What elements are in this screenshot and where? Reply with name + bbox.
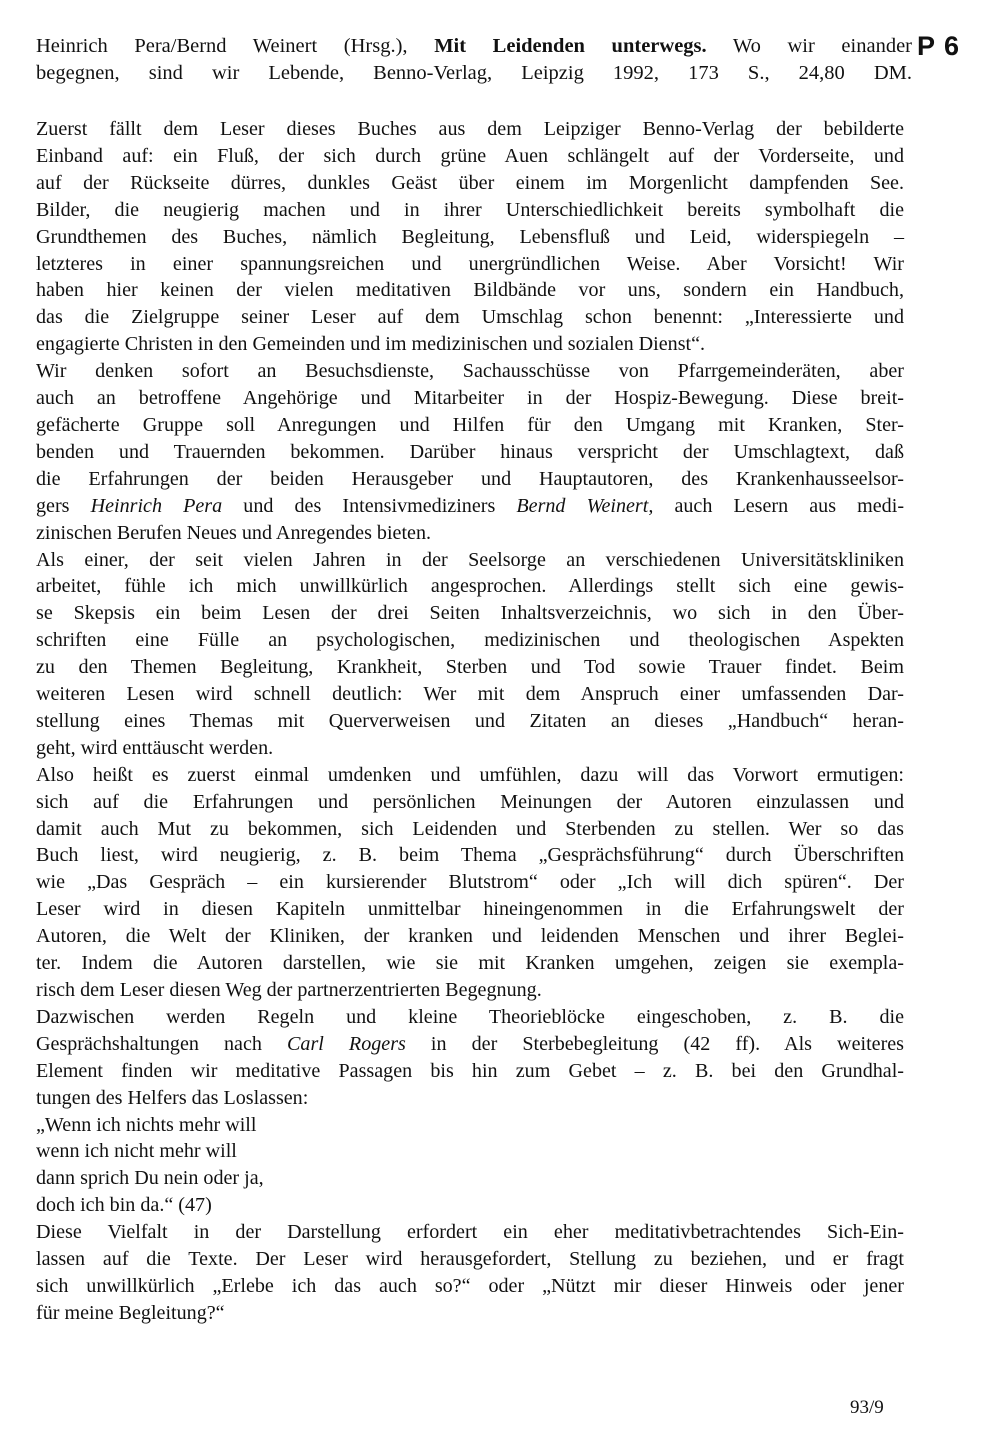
author-name-pera: Heinrich Pera	[90, 494, 223, 517]
poem-line: „Wenn ich nichts mehr will	[36, 1113, 257, 1136]
text-line: Element finden wir meditative Passagen bis hin zum Gebet – z. B. bei den Grundhal-	[36, 1059, 904, 1082]
paragraph-4	[36, 762, 904, 1004]
page-id-label: P 6	[917, 31, 961, 61]
text-line: Wir denken sofort an Besuchsdienste, Sachausschüsse von Pfarrgemeinderäten, aber	[36, 360, 904, 383]
text-line: letzteres in einer spannungsreichen und unergründlichen Weise. Aber Vorsicht! Wir	[36, 252, 904, 275]
text-line: sich auf die Erfahrungen und persönlichen Meinungen der Autoren einzulassen und	[36, 790, 904, 813]
review-body	[36, 116, 904, 1327]
text-line: Autoren, die Welt der Kliniken, der kranken und leidenden Menschen und ihrer Beglei-	[36, 925, 904, 948]
text-line: tungen des Helfers das Loslassen:	[36, 1086, 309, 1109]
text-line: Leser wird in diesen Kapiteln unmittelbar hineingenommen in die Erfahrungswelt der	[36, 898, 904, 921]
text-line: Als einer, der seit vielen Jahren in der Seelsorge an verschiedenen Universitätskliniken	[36, 548, 904, 571]
text-line: sich unwillkürlich „Erlebe ich das auch so?“ oder „Nützt mir dieser Hinweis oder jener	[36, 1274, 904, 1297]
text-line: Einband auf: ein Fluß, der sich durch grüne Auen schlängelt auf der Vorderseite, und	[36, 144, 904, 167]
text-fragment: in der Sterbebegleitung (42 ff). Als weiteres	[405, 1032, 904, 1055]
header-subtitle-part1: Wo wir einander	[732, 35, 912, 57]
paragraph-6	[36, 1219, 904, 1327]
text-line: die Erfahrungen der beiden Herausgeber und Hauptautoren, des Krankenhausseelsor-	[36, 467, 904, 490]
paragraph-3	[36, 547, 904, 762]
poem-line: dann sprich Du nein oder ja,	[36, 1167, 264, 1190]
text-fragment: gers	[36, 494, 91, 517]
text-line: Also heißt es zuerst einmal umdenken und umfühlen, dazu will das Vorwort ermutigen:	[36, 763, 904, 786]
text-fragment: auch Lesern aus medi-	[653, 494, 905, 517]
text-line: geht, wird enttäuscht werden.	[36, 736, 274, 759]
text-line: haben hier keinen der vielen meditativen Bildbände vor uns, sondern ein Handbuch,	[36, 279, 904, 302]
paragraph-1	[36, 116, 904, 358]
text-line: auf der Rückseite dürres, dunkles Geäst über einem im Morgenlicht dampfenden See.	[36, 171, 904, 194]
poem-line: wenn ich nicht mehr will	[36, 1140, 237, 1163]
text-line-with-name	[36, 1031, 904, 1058]
text-line: se Skepsis ein beim Lesen der drei Seiten Inhaltsverzeichnis, wo sich in den Über-	[36, 602, 904, 625]
text-line: stellung eines Themas mit Querverweisen und Zitaten an dieses „Handbuch“ heran-	[36, 709, 904, 732]
text-fragment: Gesprächshaltungen nach	[36, 1032, 287, 1055]
text-line: damit auch Mut zu bekommen, sich Leidenden und Sterbenden zu stellen. Wer so das	[36, 817, 904, 840]
text-line: lassen auf die Texte. Der Leser wird herausgefordert, Stellung zu beziehen, und er fragt	[36, 1248, 904, 1271]
review-header	[36, 33, 912, 87]
text-line: das die Zielgruppe seiner Leser auf dem Umschlag schon benennt: „Interessierte und	[36, 306, 904, 329]
quoted-prayer	[36, 1112, 904, 1220]
text-line: Diese Vielfalt in der Darstellung erfordert ein eher meditativbetrachtendes Sich-Ein-	[36, 1221, 904, 1244]
text-line: engagierte Christen in den Gemeinden und im medizinischen und sozialen Dienst“.	[36, 333, 706, 356]
text-line: benden und Trauernden bekommen. Darüber hinaus verspricht der Umschlagtext, daß	[36, 440, 904, 463]
text-line-with-names	[36, 493, 904, 520]
text-fragment: und des Intensivmediziners	[222, 494, 517, 517]
text-line: zu den Themen Begleitung, Krankheit, Sterben und Tod sowie Trauer findet. Beim	[36, 656, 904, 679]
text-line: auch an betroffene Angehörige und Mitarbeiter in der Hospiz-Bewegung. Diese breit-	[36, 387, 904, 410]
text-line: zinischen Berufen Neues und Anregendes bieten.	[36, 521, 432, 544]
text-line: Buch liest, wird neugierig, z. B. beim Thema „Gesprächsführung“ durch Überschriften	[36, 844, 904, 867]
header-line-2: begegnen, sind wir Lebende, Benno-Verlag, Leipzig 1992, 173 S., 24,80 DM.	[36, 62, 912, 84]
text-line: risch dem Leser diesen Weg der partnerzentrierten Begegnung.	[36, 979, 542, 1001]
text-line: Dazwischen werden Regeln und kleine Theorieblöcke eingeschoben, z. B. die	[36, 1005, 904, 1028]
page-number: 93/9	[850, 1397, 884, 1418]
author-name-weinert: Bernd Weinert,	[516, 494, 654, 517]
text-line: Zuerst fällt dem Leser dieses Buches aus dem Leipziger Benno-Verlag der bebilderte	[36, 118, 904, 140]
poem-line: doch ich bin da.“ (47)	[36, 1194, 212, 1217]
text-line: weiteren Lesen wird schnell deutlich: Wer mit dem Anspruch einer umfassenden Dar-	[36, 683, 904, 706]
text-line: schriften eine Fülle an psychologischen, medizinischen und theologischen Aspekten	[36, 629, 904, 652]
text-line: Grundthemen des Buches, nämlich Begleitung, Lebensfluß und Leid, widerspiegeln –	[36, 225, 904, 248]
text-line: ter. Indem die Autoren darstellen, wie sie mit Kranken umgehen, zeigen sie exempla-	[36, 952, 904, 975]
text-line: arbeitet, fühle ich mich unwillkürlich angesprochen. Allerdings stellt sich eine gewis-	[36, 575, 904, 598]
text-line: Bilder, die neugierig machen und in ihrer Unterschiedlichkeit bereits symbolhaft die	[36, 198, 904, 221]
person-name-rogers: Carl Rogers	[287, 1032, 406, 1055]
header-book-title: Mit Leidenden unterwegs.	[434, 35, 707, 57]
text-line: gefächerte Gruppe soll Anregungen und Hilfen für den Umgang mit Kranken, Ster-	[36, 413, 904, 436]
header-line-1	[36, 33, 912, 60]
text-line: wie „Das Gespräch – ein kursierender Blutstrom“ oder „Ich will dich spüren“. Der	[36, 871, 904, 894]
paragraph-2	[36, 358, 904, 546]
text-line: für meine Begleitung?“	[36, 1301, 225, 1324]
paragraph-5	[36, 1004, 904, 1112]
header-authors: Heinrich Pera/Bernd Weinert (Hrsg.),	[36, 35, 408, 57]
